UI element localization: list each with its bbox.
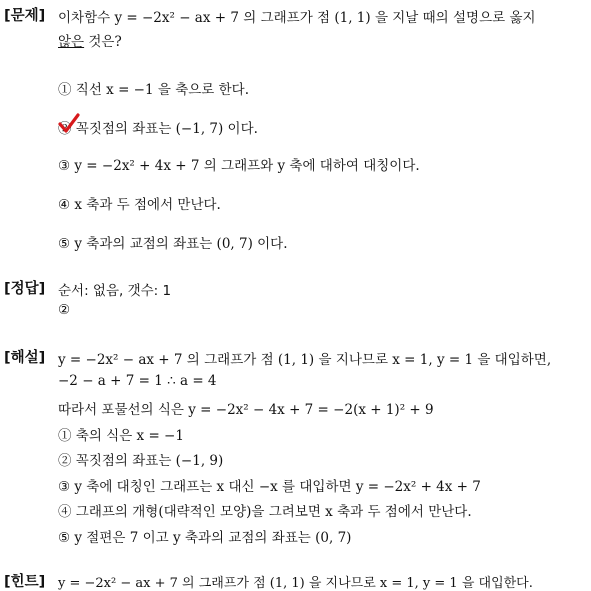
problem-text-line-2-rest: 것은? <box>84 34 122 50</box>
choice-4: ④ x 축과 두 점에서 만난다. <box>58 197 221 213</box>
answer-label: [정답] <box>4 281 46 297</box>
problem-label: [문제] <box>4 8 46 24</box>
explanation-line-6: ③ y 축에 대칭인 그래프는 x 대신 −x 를 대입하면 y = −2x² + 4x + 7 <box>58 479 481 495</box>
answer-value: ② <box>58 302 71 318</box>
explanation-line-4: ① 축의 식은 x = −1 <box>58 428 184 444</box>
explanation-line-7: ④ 그래프의 개형(대략적인 모양)을 그려보면 x 축과 두 점에서 만난다. <box>58 504 472 520</box>
choice-2: ② 꼭짓점의 좌표는 (−1, 7) 이다. <box>58 121 258 137</box>
underlined-not: 않은 <box>58 34 85 50</box>
hint-label: [힌트] <box>4 574 46 590</box>
checkmark-icon <box>58 112 80 134</box>
explanation-line-8: ⑤ y 절편은 7 이고 y 축과의 교점의 좌표는 (0, 7) <box>58 530 352 546</box>
answer-order-count: 순서: 없음, 갯수: 1 <box>58 283 172 299</box>
explanation-line-1: y = −2x² − ax + 7 의 그래프가 점 (1, 1) 을 지나므로 x = 1, y = 1 을 대입하면, <box>58 352 552 368</box>
choice-3: ③ y = −2x² + 4x + 7 의 그래프와 y 축에 대하여 대칭이다. <box>58 158 420 174</box>
explanation-line-3: 따라서 포물선의 식은 y = −2x² − 4x + 7 = −2(x + 1)² + 9 <box>58 402 434 418</box>
explanation-line-5: ② 꼭짓점의 좌표는 (−1, 9) <box>58 453 224 469</box>
problem-text-line-2 <box>58 30 122 50</box>
hint-text: y = −2x² − ax + 7 의 그래프가 점 (1, 1) 을 지나므로 x = 1, y = 1 을 대입한다. <box>58 576 533 591</box>
choice-5: ⑤ y 축과의 교점의 좌표는 (0, 7) 이다. <box>58 236 288 252</box>
explanation-line-2: −2 − a + 7 = 1 ∴ a = 4 <box>58 373 217 389</box>
explanation-label: [해설] <box>4 350 46 366</box>
problem-text-line-1: 이차함수 y = −2x² − ax + 7 의 그래프가 점 (1, 1) 을 지날 때의 설명으로 옳지 <box>58 10 536 26</box>
choice-1: ① 직선 x = −1 을 축으로 한다. <box>58 82 249 98</box>
